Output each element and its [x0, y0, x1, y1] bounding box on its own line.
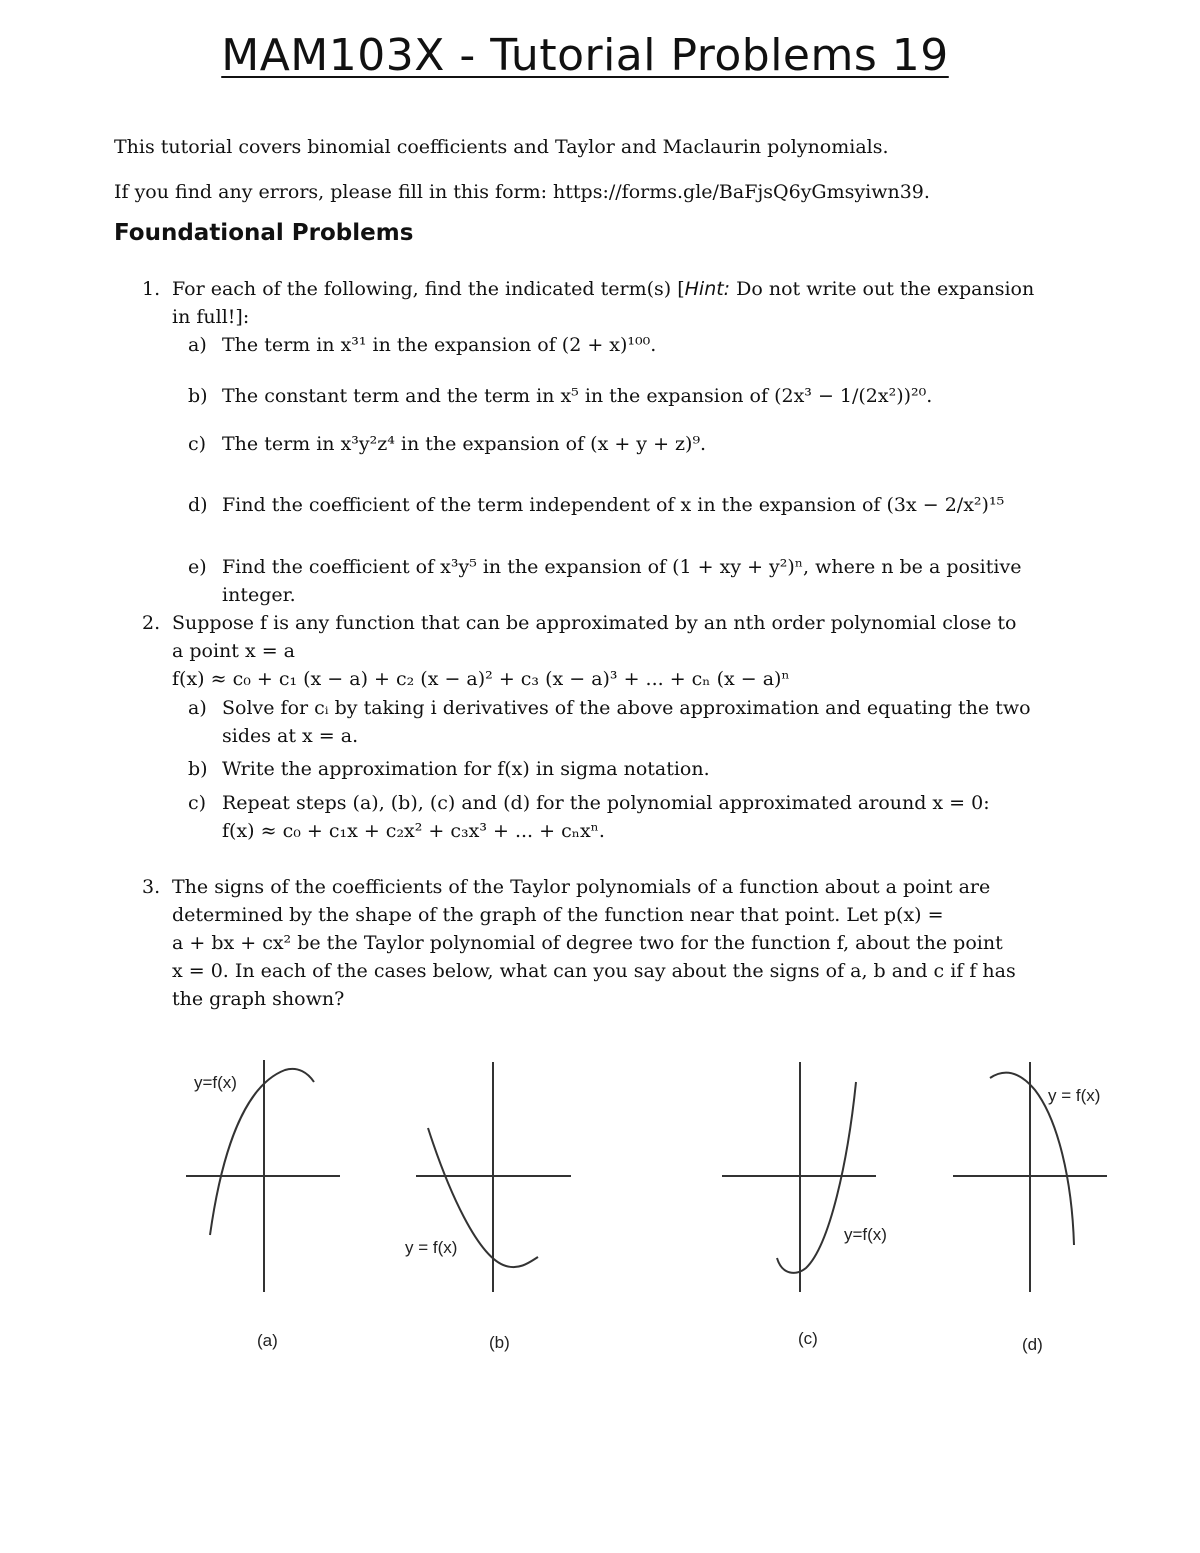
- q1e-text: Find the coefficient of x³y⁵ in the expansion of (1 + xy + y²)ⁿ, where n be a positive: [222, 556, 1022, 578]
- q3-line2: determined by the shape of the graph of the function near that point. Let p(x) =: [172, 904, 944, 926]
- q3-line1: The signs of the coefficients of the Taylor polynomials of a function about a point are: [172, 876, 991, 898]
- graph-c-curve-label: y=f(x): [844, 1225, 887, 1244]
- graph-b-curve-label: y = f(x): [405, 1238, 458, 1257]
- q1c-label: c): [188, 433, 207, 455]
- graph-a-caption: (a): [257, 1331, 278, 1350]
- q2-number: 2.: [142, 612, 161, 634]
- q2c-label: c): [188, 792, 207, 814]
- graph-b: [416, 1062, 571, 1292]
- graph-c-curve: [777, 1082, 856, 1273]
- graph-b-caption: (b): [489, 1333, 510, 1352]
- q2-line2: a point x = a: [172, 640, 295, 662]
- q1b-text: The constant term and the term in x⁵ in the expansion of (2x³ − 1/(2x²))²⁰.: [222, 385, 933, 407]
- q3-line4: x = 0. In each of the cases below, what can you say about the signs of a, b and c if f has: [172, 960, 1016, 982]
- q3-line3: a + bx + cx² be the Taylor polynomial of degree two for the function f, about the point: [172, 932, 1003, 954]
- q1a-label: a): [188, 334, 207, 356]
- q1b-label: b): [188, 385, 208, 407]
- q1-hint: Hint:: [684, 278, 731, 300]
- q2b-text: Write the approximation for f(x) in sigma notation.: [222, 758, 710, 780]
- graph-a-curve-label: y=f(x): [194, 1073, 237, 1092]
- q2a-text: Solve for cᵢ by taking i derivatives of the above approximation and equating the two: [222, 697, 1031, 719]
- q1-number: 1.: [142, 278, 161, 300]
- q2c-text: Repeat steps (a), (b), (c) and (d) for the polynomial approximated around x = 0:: [222, 792, 990, 814]
- q1e-line2: integer.: [222, 584, 296, 606]
- graph-c-caption: (c): [798, 1329, 818, 1348]
- graph-a: [186, 1060, 340, 1292]
- q1a-text: The term in x³¹ in the expansion of (2 + x)¹⁰⁰.: [222, 334, 657, 356]
- q1d-text: Find the coefficient of the term independent of x in the expansion of (3x − 2/x²)¹⁵: [222, 494, 1005, 516]
- q1c-text: The term in x³y²z⁴ in the expansion of (x + y + z)⁹.: [222, 433, 707, 455]
- graph-d-caption: (d): [1022, 1335, 1043, 1354]
- q3-number: 3.: [142, 876, 161, 898]
- q1e-label: e): [188, 556, 207, 578]
- q1-stem-pre: For each of the following, find the indicated term(s) [: [172, 278, 685, 300]
- graph-a-curve: [210, 1069, 314, 1235]
- q2a-label: a): [188, 697, 207, 719]
- intro-text: This tutorial covers binomial coefficients and Taylor and Maclaurin polynomials.: [114, 136, 889, 158]
- q2b-label: b): [188, 758, 208, 780]
- q2c-line2: f(x) ≈ c₀ + c₁x + c₂x² + c₃x³ + ... + cₙxⁿ.: [222, 820, 605, 842]
- q2-line1: Suppose f is any function that can be approximated by an nth order polynomial close to: [172, 612, 1017, 634]
- graph-d-curve-label: y = f(x): [1048, 1086, 1101, 1105]
- q2-formula: f(x) ≈ c₀ + c₁ (x − a) + c₂ (x − a)² + c₃ (x − a)³ + ... + cₙ (x − a)ⁿ: [172, 668, 790, 690]
- q1-stem-line2: in full!]:: [172, 306, 250, 328]
- section-heading: Foundational Problems: [114, 220, 414, 246]
- graph-c: [722, 1062, 876, 1292]
- q1-stem-post: Do not write out the expansion: [730, 278, 1035, 300]
- q3-line5: the graph shown?: [172, 988, 345, 1010]
- q2a-line2: sides at x = a.: [222, 725, 359, 747]
- page-title: MAM103X - Tutorial Problems 19: [221, 30, 949, 81]
- q1d-label: d): [188, 494, 208, 516]
- errors-line: If you find any errors, please fill in this form: https://forms.gle/BaFjsQ6yGmsyiwn39.: [114, 181, 930, 203]
